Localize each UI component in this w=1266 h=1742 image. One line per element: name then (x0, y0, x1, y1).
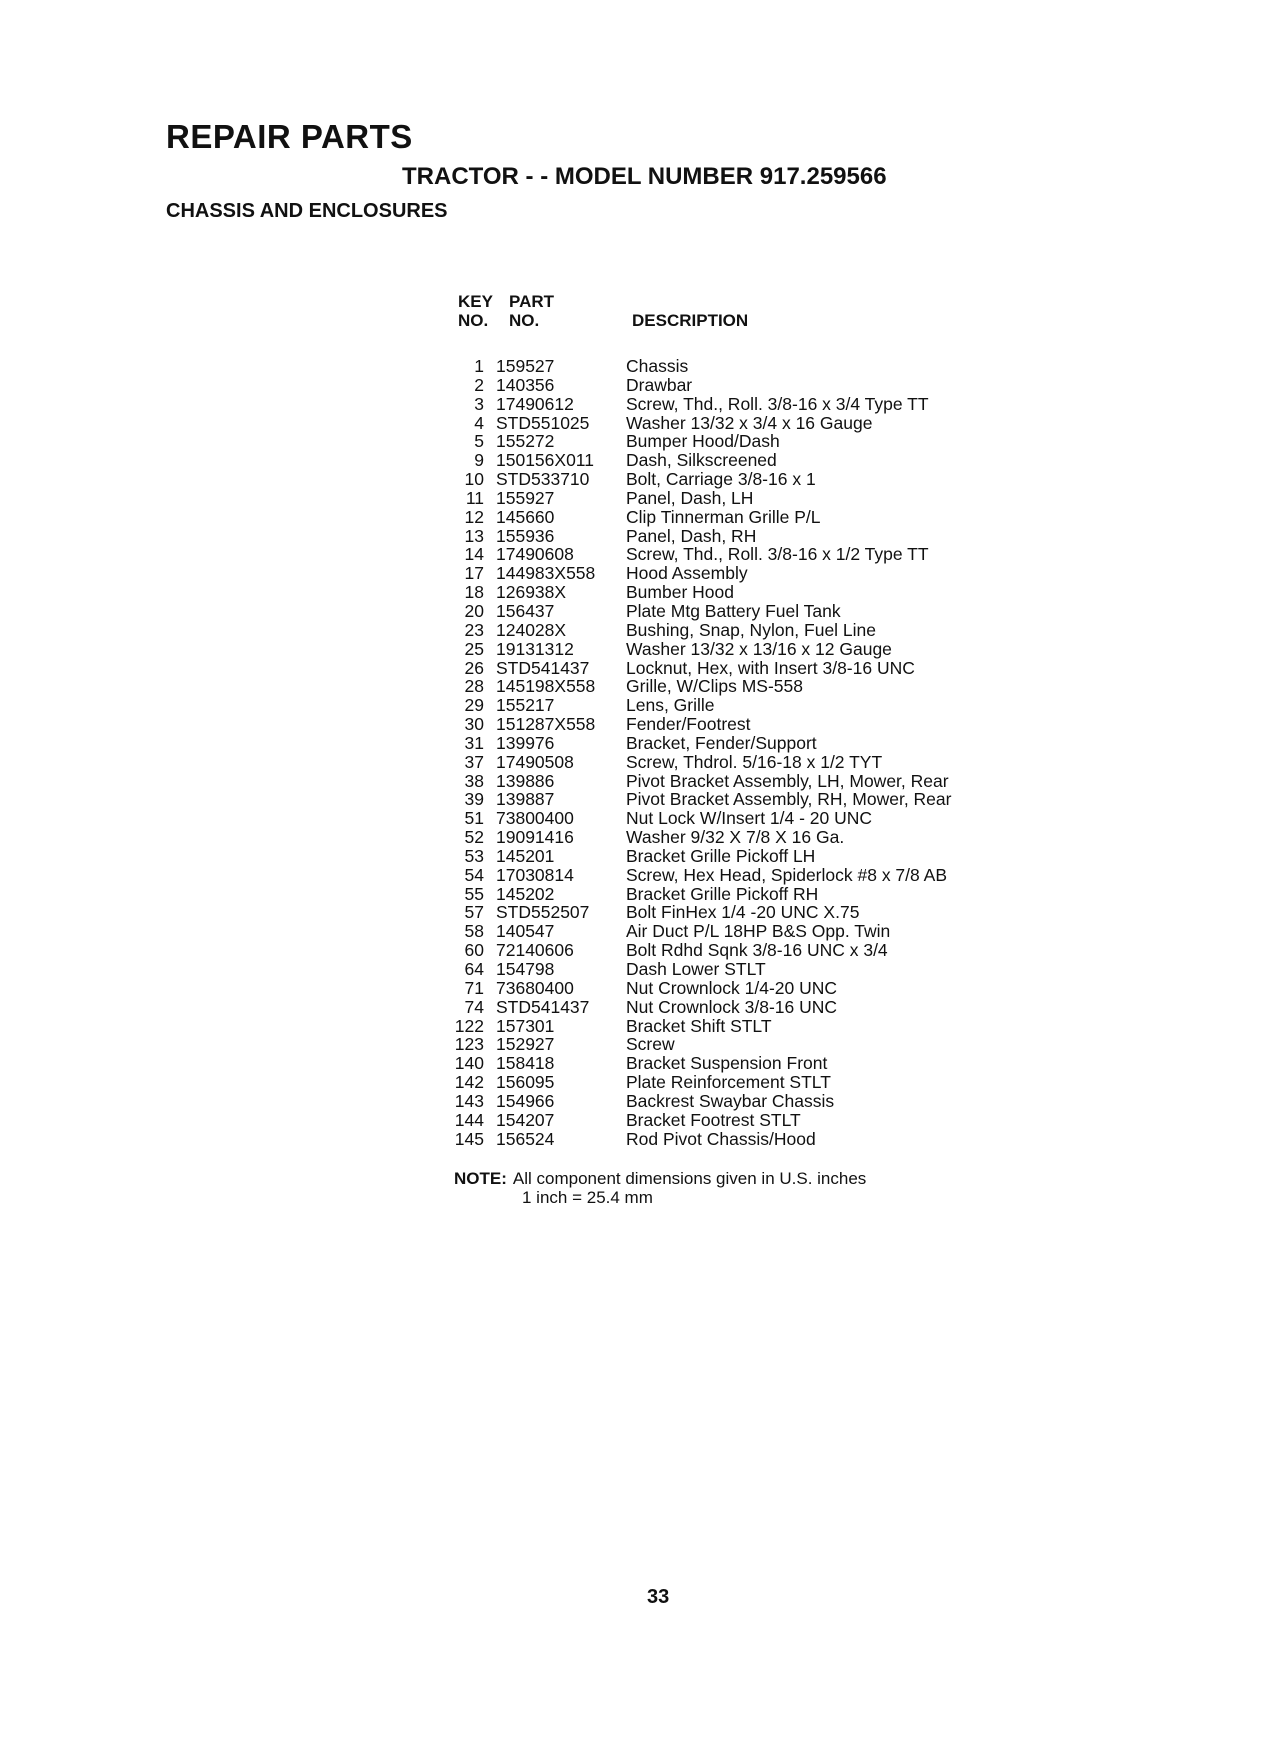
key-number: 30 (464, 714, 484, 735)
table-row (440, 979, 951, 998)
part-column-header (509, 292, 554, 330)
part-number: 72140606 (496, 940, 574, 961)
table-row (440, 1130, 951, 1149)
key-number: 71 (464, 977, 484, 998)
key-number: 140 (454, 1053, 484, 1074)
key-number: 10 (464, 469, 484, 490)
part-description: Screw (626, 1034, 675, 1055)
part-number: 145202 (496, 883, 555, 904)
part-description: Bushing, Snap, Nylon, Fuel Line (626, 619, 877, 640)
part-description: Screw, Hex Head, Spiderlock #8 x 7/8 AB (626, 864, 947, 885)
part-description: Dash Lower STLT (626, 959, 766, 979)
part-number: 139887 (496, 789, 555, 810)
key-number: 13 (464, 525, 484, 546)
key-column-header (458, 292, 493, 330)
key-number: 122 (454, 1015, 484, 1036)
part-number: 126938X (496, 582, 567, 603)
part-description: Bumper Hood/Dash (626, 431, 780, 452)
table-row (440, 866, 951, 885)
table-row (440, 489, 951, 508)
key-number: 11 (465, 487, 484, 508)
part-description: Bracket Suspension Front (626, 1053, 828, 1074)
part-number: 17490508 (496, 751, 574, 772)
key-number: 37 (464, 751, 484, 772)
part-number: 156524 (496, 1128, 555, 1149)
part-description: Screw, Thd., Roll. 3/8-16 x 3/4 Type TT (626, 393, 929, 414)
key-number: 28 (464, 676, 484, 697)
table-row (440, 395, 951, 414)
table-row (440, 564, 951, 583)
part-description: Bolt Rdhd Sqnk 3/8-16 UNC x 3/4 (626, 940, 888, 961)
table-row (440, 1092, 951, 1111)
table-row (440, 508, 951, 527)
table-row (440, 922, 951, 941)
part-number: 151287X558 (496, 714, 596, 735)
table-row (440, 1017, 951, 1036)
table-row (440, 451, 951, 470)
part-number: 145201 (496, 845, 555, 866)
table-row (440, 885, 951, 904)
key-number: 4 (474, 412, 484, 433)
description-column-header: DESCRIPTION (632, 311, 749, 330)
part-description: Bracket Grille Pickoff LH (626, 845, 816, 866)
table-row (440, 583, 951, 602)
part-description: Rod Pivot Chassis/Hood (626, 1128, 816, 1149)
table-row (440, 545, 951, 564)
key-number: 12 (464, 506, 484, 527)
key-number: 55 (464, 883, 484, 904)
key-number: 14 (464, 544, 484, 565)
model-number-heading: TRACTOR - - MODEL NUMBER 917.259566 (402, 163, 887, 190)
key-number: 20 (464, 600, 484, 621)
key-number: 57 (464, 902, 484, 923)
part-number: 145198X558 (496, 676, 596, 697)
part-description: Bolt FinHex 1/4 -20 UNC X.75 (626, 902, 860, 923)
part-number: 140547 (496, 921, 555, 942)
part-number: 17030814 (496, 864, 574, 885)
key-number: 29 (464, 695, 484, 716)
part-description: Nut Lock W/Insert 1/4 - 20 UNC (626, 808, 873, 829)
part-number: 152927 (496, 1034, 555, 1055)
part-header-line2: NO. (509, 311, 540, 330)
table-row (440, 941, 951, 960)
part-number: 150156X011 (496, 450, 594, 471)
part-description: Bumber Hood (626, 582, 734, 603)
key-number: 18 (464, 582, 484, 603)
part-description: Bracket Grille Pickoff RH (626, 883, 819, 904)
part-description: Bracket, Fender/Support (626, 732, 817, 753)
table-row (440, 790, 951, 809)
table-row (440, 357, 951, 376)
table-row (440, 1111, 951, 1130)
key-number: 64 (464, 959, 484, 979)
key-number: 52 (464, 827, 484, 848)
part-description: Clip Tinnerman Grille P/L (626, 506, 821, 527)
parts-table-body (440, 357, 951, 1148)
part-description: Pivot Bracket Assembly, LH, Mower, Rear (626, 770, 949, 791)
key-number: 123 (454, 1034, 484, 1055)
part-number: STD552507 (496, 902, 590, 923)
table-row (440, 432, 951, 451)
part-description: Chassis (626, 356, 689, 376)
table-row (440, 659, 951, 678)
table-row (440, 809, 951, 828)
part-number: 158418 (496, 1053, 555, 1074)
part-number: 17490608 (496, 544, 574, 565)
part-description: Air Duct P/L 18HP B&S Opp. Twin (626, 921, 891, 942)
key-number: 2 (474, 374, 484, 395)
key-number: 5 (474, 431, 484, 452)
part-description: Drawbar (626, 374, 693, 395)
part-description: Backrest Swaybar Chassis (626, 1090, 835, 1111)
part-number: 145660 (496, 506, 555, 527)
table-row (440, 414, 951, 433)
part-number: 19131312 (496, 638, 574, 659)
table-row (440, 527, 951, 546)
part-description: Nut Crownlock 3/8-16 UNC (626, 996, 838, 1017)
part-number: 156437 (496, 600, 555, 621)
key-number: 142 (454, 1072, 484, 1093)
key-number: 58 (464, 921, 484, 942)
table-row (440, 772, 951, 791)
key-number: 25 (464, 638, 484, 659)
part-description: Pivot Bracket Assembly, RH, Mower, Rear (626, 789, 952, 810)
table-row (440, 715, 951, 734)
note-label: NOTE: (454, 1169, 507, 1188)
key-number: 39 (464, 789, 484, 810)
part-description: Screw, Thd., Roll. 3/8-16 x 1/2 Type TT (626, 544, 929, 565)
part-description: Washer 9/32 X 7/8 X 16 Ga. (626, 827, 845, 848)
table-row (440, 734, 951, 753)
part-header-line1: PART (509, 292, 555, 311)
key-number: 23 (464, 619, 484, 640)
table-row (440, 960, 951, 979)
part-number: 144983X558 (496, 563, 596, 584)
part-number: 139886 (496, 770, 555, 791)
part-number: 73800400 (496, 808, 574, 829)
part-description: Bolt, Carriage 3/8-16 x 1 (626, 469, 816, 490)
part-description: Lens, Grille (626, 695, 715, 716)
part-description: Plate Mtg Battery Fuel Tank (626, 600, 841, 621)
part-number: 155272 (496, 431, 555, 452)
part-number: 19091416 (496, 827, 574, 848)
parts-table (440, 357, 951, 1148)
table-row (440, 998, 951, 1017)
part-description: Bracket Shift STLT (626, 1015, 772, 1036)
table-row (440, 828, 951, 847)
table-row (440, 602, 951, 621)
note-line1: All component dimensions given in U.S. inches (512, 1169, 867, 1188)
part-description: Dash, Silkscreened (626, 450, 777, 471)
table-row (440, 1073, 951, 1092)
key-number: 145 (454, 1128, 484, 1149)
page-number: 33 (647, 1586, 670, 1608)
note (454, 1169, 866, 1207)
part-description: Nut Crownlock 1/4-20 UNC (626, 977, 838, 998)
part-description: Fender/Footrest (626, 714, 751, 735)
note-line2: 1 inch = 25.4 mm (522, 1188, 653, 1207)
part-number: 155217 (496, 695, 555, 716)
part-description: Washer 13/32 x 3/4 x 16 Gauge (626, 412, 873, 433)
part-number: 139976 (496, 732, 555, 753)
part-description: Plate Reinforcement STLT (626, 1072, 831, 1093)
table-row (440, 696, 951, 715)
key-number: 53 (464, 845, 484, 866)
table-row (440, 1054, 951, 1073)
page-title: REPAIR PARTS (166, 118, 413, 155)
key-number: 54 (464, 864, 484, 885)
part-number: STD533710 (496, 469, 590, 490)
part-number: 159527 (496, 356, 555, 376)
table-row (440, 470, 951, 489)
key-header-line1: KEY (458, 292, 493, 311)
part-description: Screw, Thdrol. 5/16-18 x 1/2 TYT (626, 751, 883, 772)
part-description: Panel, Dash, RH (626, 525, 757, 546)
part-number: 124028X (496, 619, 567, 640)
key-number: 31 (464, 732, 484, 753)
key-header-line2: NO. (458, 311, 489, 330)
table-row (440, 1035, 951, 1054)
part-number: STD551025 (496, 412, 590, 433)
table-row (440, 677, 951, 696)
table-row (440, 376, 951, 395)
key-number: 17 (464, 563, 484, 584)
key-number: 38 (464, 770, 484, 791)
key-number: 3 (474, 393, 484, 414)
part-description: Locknut, Hex, with Insert 3/8-16 UNC (626, 657, 915, 678)
table-row (440, 640, 951, 659)
part-number: 154207 (496, 1109, 555, 1130)
section-heading: CHASSIS AND ENCLOSURES (166, 200, 448, 222)
part-number: 155927 (496, 487, 555, 508)
part-number: 156095 (496, 1072, 555, 1093)
part-number: 17490612 (496, 393, 574, 414)
part-number: STD541437 (496, 996, 590, 1017)
key-number: 60 (464, 940, 484, 961)
part-description: Hood Assembly (626, 563, 748, 584)
part-number: 140356 (496, 374, 555, 395)
table-row (440, 753, 951, 772)
table-row (440, 903, 951, 922)
part-description: Washer 13/32 x 13/16 x 12 Gauge (626, 638, 892, 659)
key-number: 26 (464, 657, 484, 678)
key-number: 1 (474, 356, 484, 376)
part-number: 157301 (496, 1015, 555, 1036)
part-description: Grille, W/Clips MS-558 (626, 676, 803, 697)
part-number: 154966 (496, 1090, 555, 1111)
key-number: 143 (454, 1090, 484, 1111)
table-row (440, 621, 951, 640)
part-description: Bracket Footrest STLT (626, 1109, 801, 1130)
table-row (440, 847, 951, 866)
key-number: 74 (464, 996, 484, 1017)
key-number: 51 (464, 808, 484, 829)
part-description: Panel, Dash, LH (626, 487, 754, 508)
key-number: 9 (474, 450, 484, 471)
key-number: 144 (454, 1109, 484, 1130)
part-number: STD541437 (496, 657, 590, 678)
part-number: 155936 (496, 525, 555, 546)
part-number: 73680400 (496, 977, 574, 998)
part-number: 154798 (496, 959, 555, 979)
